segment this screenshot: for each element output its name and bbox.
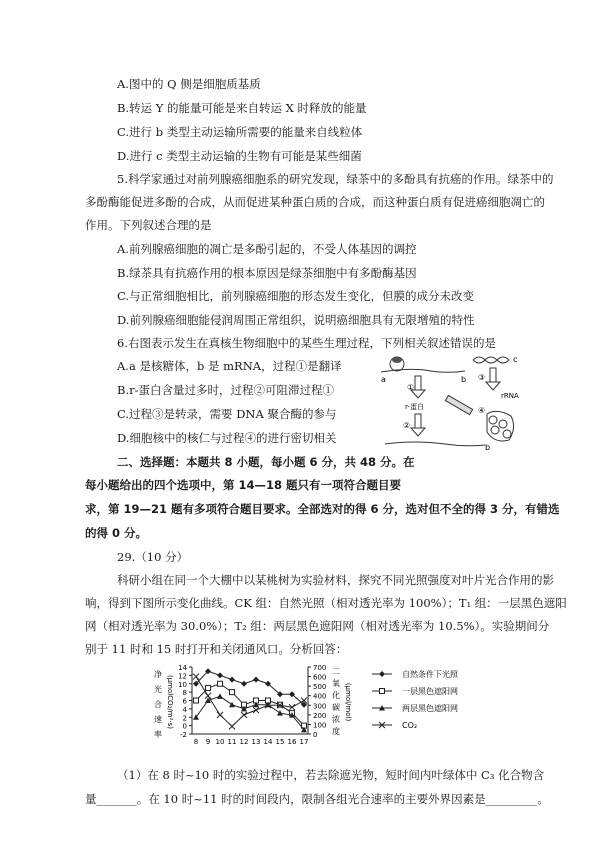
left-tick-label: 0 (182, 722, 187, 731)
q6-process-diagram (375, 350, 525, 460)
left-tick-label: 2 (182, 714, 187, 723)
right-tick-label: 700 (313, 664, 327, 672)
right-tick-label: 300 (313, 702, 327, 711)
section2-line1: 二、选择题：本题共 8 小题，每小题 6 分，共 48 分。在 (117, 455, 415, 469)
data-point (229, 723, 235, 729)
data-point (253, 677, 259, 683)
left-axis-label-5: 率 (154, 730, 162, 739)
right-tick-label: 400 (313, 692, 327, 701)
dna-helix (473, 357, 509, 363)
legend-label: 自然条件下光照 (402, 670, 458, 679)
left-axis-unit: (μmolCO₂/m²·s) (166, 674, 174, 730)
q6-stem: 6.右图表示发生在真核生物细胞中的某些生理过程，下列相关叙述错误的是 (117, 336, 496, 350)
mrna-strand-bottom (385, 442, 485, 446)
series-line (196, 696, 304, 730)
legend-label: 一层黑色遮阳网 (402, 687, 458, 696)
data-point (217, 672, 223, 678)
legend-label: CO₂ (402, 721, 418, 730)
left-tick-label: 14 (178, 664, 187, 672)
right-tick-label: 600 (313, 673, 327, 682)
data-point (230, 690, 235, 695)
label-rrna: rRNA (501, 392, 519, 400)
left-tick-label: 12 (178, 672, 187, 681)
x-tick-label: 16 (287, 738, 297, 746)
left-tick-label: 8 (182, 689, 187, 698)
left-tick-label: 4 (182, 705, 187, 714)
left-tick-label: -2 (180, 731, 187, 739)
q6-option-d: D.细胞核中的核仁与过程④的进行密切相关 (117, 431, 337, 445)
section2-line2: 每小题给出的四个选项中，第 14—18 题只有一项符合题目要 (85, 478, 402, 492)
q29-para1: 科研小组在同一个大棚中以某桃树为实验材料，探究不同光照强度对叶片光合作用的影 (117, 573, 554, 587)
q4-option-c: C.进行 b 类型主动运输所需要的能量来自线粒体 (117, 125, 363, 139)
series-line (196, 677, 304, 727)
right-axis-unit: (μmol/mol) (344, 682, 352, 722)
x-tick-label: 10 (215, 738, 225, 746)
data-point (218, 681, 223, 686)
q29-sub1-line1: （1）在 8 时~10 时的实验过程中，若去除遮光物，短时间内叶绿体中 C₃ 化合物含 (117, 768, 545, 782)
q5-option-a: A.前列腺癌细胞的凋亡是多酚引起的，不受人体基因的调控 (117, 242, 417, 256)
label-process-3: ③ (478, 373, 486, 382)
q5-option-b: B.绿茶具有抗癌作用的根本原因是绿茶细胞中有多酚酶基因 (117, 266, 417, 280)
left-axis-label-1: 净 (154, 670, 162, 679)
q6-option-a: A.a 是核糖体，b 是 mRNA，过程①是翻译 (117, 359, 342, 373)
q4-option-b: B.转运 Y 的能量可能是来自转运 X 时释放的能量 (117, 101, 367, 115)
label-b-top: b (461, 375, 467, 384)
right-axis-label-char: 二 (332, 667, 340, 676)
left-axis-label-4: 速 (154, 715, 162, 724)
q6-option-c: C.过程③是转录，需要 DNA 聚合酶的参与 (117, 407, 337, 421)
right-axis-label-char: 碳 (332, 703, 340, 712)
left-axis-label-3: 合 (154, 700, 162, 709)
right-tick-label: 0 (313, 731, 318, 739)
x-tick-label: 11 (227, 738, 237, 746)
q29-title: 29.（10 分） (117, 550, 189, 564)
q5-option-c: C.与正常细胞相比，前列腺癌细胞的形态发生变化，但膜的成分未改变 (117, 289, 475, 303)
q5-stem-line1: 5.科学家通过对前列腺癌细胞系的研究发现，绿茶中的多酚具有抗癌的作用。绿茶中的 (117, 172, 554, 186)
data-point (217, 712, 223, 718)
x-tick-label: 14 (263, 738, 273, 746)
q29-para4: 别于 11 时和 15 时打开和关闭通风口。分析回答： (85, 642, 348, 656)
x-tick-label: 9 (205, 738, 211, 746)
left-axis-label-2: 光 (154, 685, 162, 694)
right-axis-label-char: 氧 (332, 679, 340, 688)
data-point (217, 693, 223, 699)
right-axis-label-char: 度 (332, 727, 340, 736)
x-tick-label: 8 (193, 738, 199, 746)
q29-para3: 网（相对透光率为 30.0%）；T₂ 组：两层黑色遮阳网（相对透光率为 10.5%）。实验期间分 (85, 619, 550, 633)
right-tick-label: 200 (313, 711, 327, 720)
label-r-protein: r-蛋白 (405, 403, 424, 411)
section2-line4: 的得 0 分。 (85, 526, 148, 540)
data-point (194, 698, 199, 703)
right-axis-label-char: 浓 (332, 715, 340, 724)
data-point (253, 707, 259, 713)
q4-option-a: A.图中的 Q 侧是细胞质基质 (117, 77, 261, 91)
series-line (196, 684, 304, 726)
q5-stem-line2: 多酚酶能促进多酚的合成，从而促进某种蛋白质的合成，而这种蛋白质有促进癌细胞凋亡的 (85, 195, 545, 209)
data-point (241, 712, 247, 718)
right-axis-label-char: 化 (332, 691, 340, 700)
x-tick-label: 15 (275, 738, 285, 746)
section2-line3: 求，第 19—21 题有多项符合题目要求。全部选对的得 6 分，选对但不全的得 3 分，有错选 (85, 502, 560, 516)
q29-sub1-line2: 量_______。在 10 时~11 时的时间段内，限制各组光合速率的主要外界因素是_________。 (85, 792, 549, 806)
legend-label: 两层黑色遮阳网 (402, 704, 458, 713)
photosynthesis-chart (140, 662, 515, 747)
label-c: c (513, 355, 518, 364)
series-line (196, 671, 304, 705)
label-process-4: ④ (478, 406, 486, 415)
label-process-2: ② (403, 421, 411, 430)
right-tick-label: 100 (313, 721, 327, 730)
left-tick-label: 10 (178, 680, 187, 689)
data-point (206, 685, 211, 690)
legend-marker (380, 689, 385, 694)
q6-option-b: B.r-蛋白含量过多时，过程②可阻滞过程① (117, 383, 334, 397)
label-a: a (381, 375, 386, 384)
arrow-diagonal (445, 395, 472, 414)
q29-para2: 响，得到下图所示变化曲线。CK 组：自然光照（相对透光率为 100%）；T₁ 组：一层黑色遮阳 (85, 596, 567, 610)
data-point (277, 710, 283, 716)
data-point (241, 681, 247, 687)
data-point (229, 677, 235, 683)
q5-stem-line3: 作用。下列叙述合理的是 (85, 218, 212, 232)
legend-marker (379, 671, 385, 677)
q4-option-d: D.进行 c 类型主动运输的生物有可能是某些细菌 (117, 149, 362, 163)
left-tick-label: 6 (182, 697, 187, 706)
label-b-bottom: b (485, 443, 491, 452)
x-tick-label: 13 (251, 738, 261, 746)
q5-option-d: D.前列腺癌细胞能侵润周围正常组织，说明癌细胞具有无限增殖的特性 (117, 313, 475, 327)
right-tick-label: 500 (313, 683, 327, 692)
x-tick-label: 12 (239, 738, 249, 746)
label-process-1: ① (407, 383, 415, 392)
data-point (193, 674, 199, 680)
x-tick-label: 17 (299, 738, 309, 746)
data-point (229, 702, 235, 708)
